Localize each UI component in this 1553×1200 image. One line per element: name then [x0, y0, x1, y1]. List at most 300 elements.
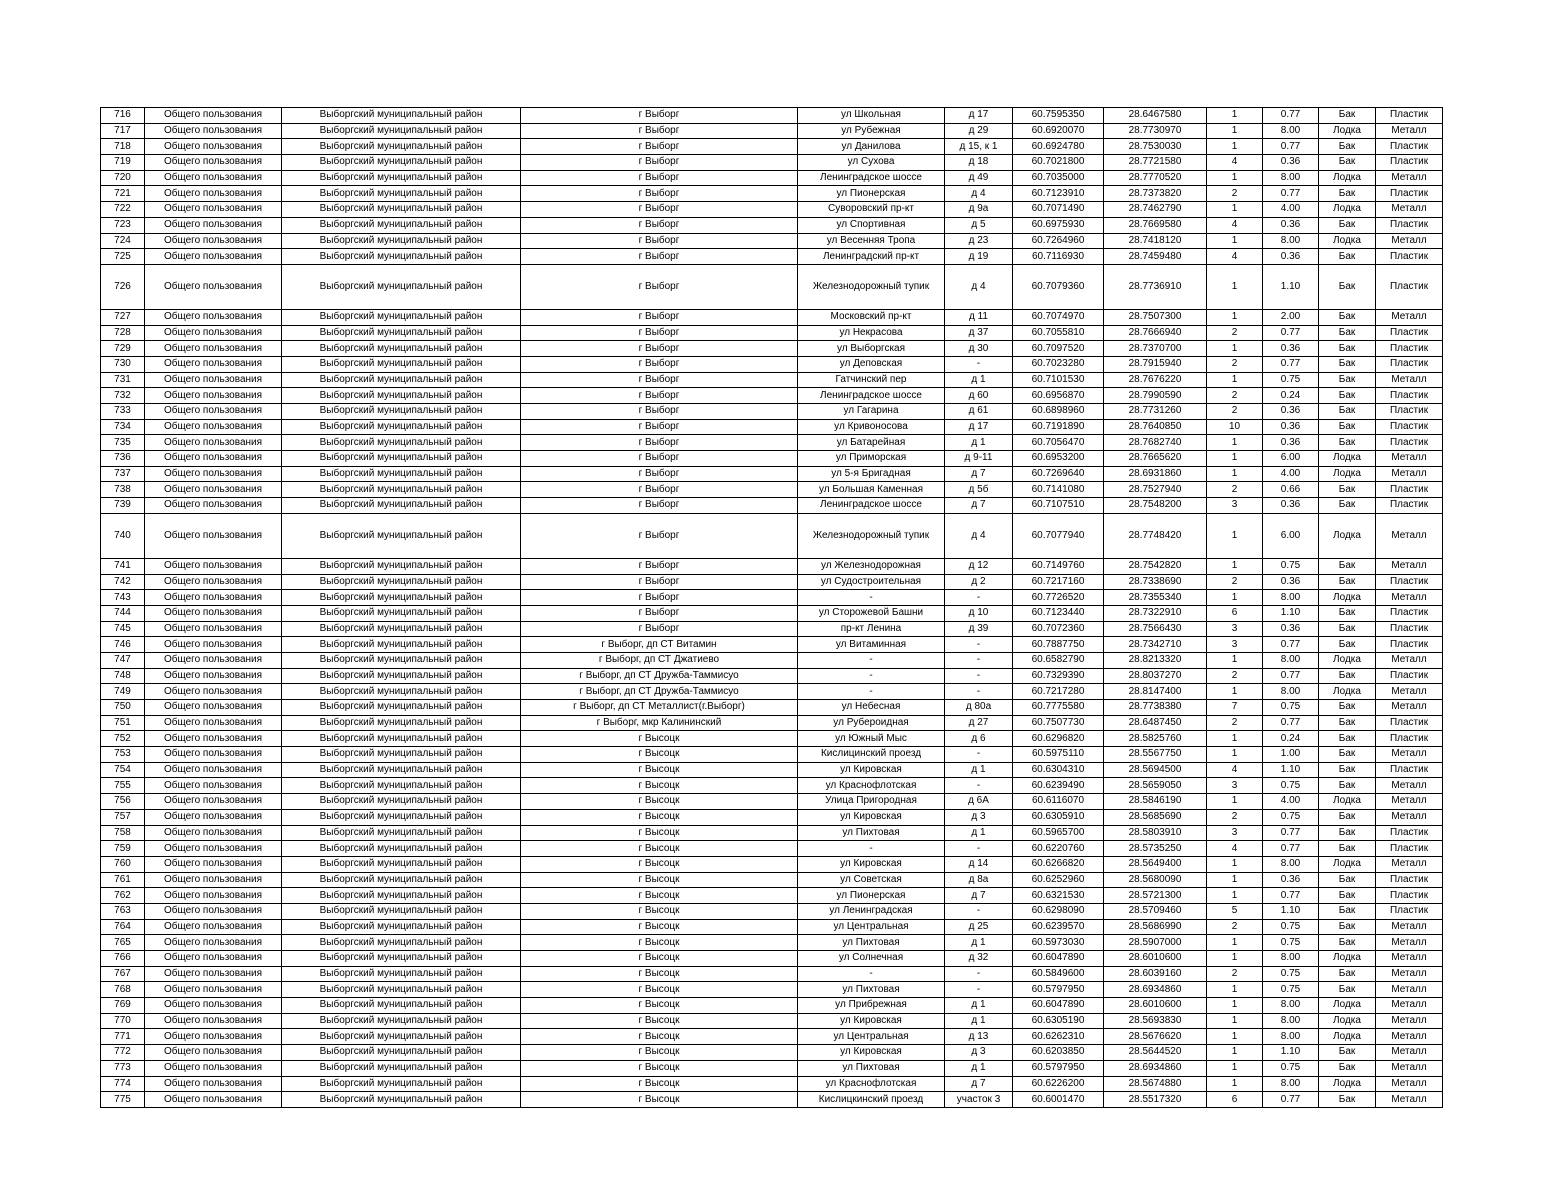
- row-number-cell: 748: [101, 668, 145, 684]
- house-cell: д 5: [945, 217, 1013, 233]
- district-cell: Выборгский муниципальный район: [282, 856, 521, 872]
- row-number-cell: 722: [101, 202, 145, 218]
- district-cell: Выборгский муниципальный район: [282, 108, 521, 124]
- container-count-cell: 5: [1207, 903, 1263, 919]
- volume-cell: 2.00: [1263, 309, 1319, 325]
- longitude-cell: 28.5803910: [1104, 825, 1207, 841]
- district-cell: Выборгский муниципальный район: [282, 186, 521, 202]
- volume-cell: 0.36: [1263, 419, 1319, 435]
- row-number-cell: 742: [101, 574, 145, 590]
- table-row: [101, 794, 1443, 810]
- table-row: [101, 558, 1443, 574]
- house-cell: д 5б: [945, 482, 1013, 498]
- longitude-cell: 28.7915940: [1104, 356, 1207, 372]
- latitude-cell: 60.7071490: [1013, 202, 1104, 218]
- material-cell: Металл: [1376, 170, 1443, 186]
- district-cell: Выборгский муниципальный район: [282, 762, 521, 778]
- house-cell: д 10: [945, 605, 1013, 621]
- latitude-cell: 60.6047890: [1013, 998, 1104, 1014]
- row-number-cell: 771: [101, 1029, 145, 1045]
- volume-cell: 0.66: [1263, 482, 1319, 498]
- row-number-cell: 758: [101, 825, 145, 841]
- table-row: [101, 186, 1443, 202]
- container-type-cell: Бак: [1319, 435, 1376, 451]
- street-cell: Кислицкинский проезд: [798, 1092, 945, 1108]
- volume-cell: 6.00: [1263, 451, 1319, 467]
- district-cell: Выборгский муниципальный район: [282, 513, 521, 558]
- usage-type-cell: Общего пользования: [145, 249, 282, 265]
- table-row: [101, 574, 1443, 590]
- latitude-cell: 60.6296820: [1013, 731, 1104, 747]
- latitude-cell: 60.6226200: [1013, 1076, 1104, 1092]
- house-cell: -: [945, 841, 1013, 857]
- latitude-cell: 60.7021800: [1013, 155, 1104, 171]
- volume-cell: 0.36: [1263, 155, 1319, 171]
- container-count-cell: 2: [1207, 325, 1263, 341]
- container-count-cell: 3: [1207, 637, 1263, 653]
- street-cell: -: [798, 684, 945, 700]
- latitude-cell: 60.7116930: [1013, 249, 1104, 265]
- volume-cell: 0.75: [1263, 919, 1319, 935]
- usage-type-cell: Общего пользования: [145, 872, 282, 888]
- table-row: [101, 778, 1443, 794]
- volume-cell: 0.77: [1263, 186, 1319, 202]
- district-cell: Выборгский муниципальный район: [282, 170, 521, 186]
- settlement-cell: г Высоцк: [521, 794, 798, 810]
- usage-type-cell: Общего пользования: [145, 498, 282, 514]
- house-cell: -: [945, 903, 1013, 919]
- district-cell: Выборгский муниципальный район: [282, 872, 521, 888]
- volume-cell: 0.77: [1263, 108, 1319, 124]
- table-row: [101, 372, 1443, 388]
- volume-cell: 4.00: [1263, 202, 1319, 218]
- table-row: [101, 1013, 1443, 1029]
- house-cell: д 32: [945, 951, 1013, 967]
- material-cell: Металл: [1376, 309, 1443, 325]
- house-cell: д 4: [945, 264, 1013, 309]
- house-cell: д 61: [945, 404, 1013, 420]
- street-cell: ул Некрасова: [798, 325, 945, 341]
- table-row: [101, 435, 1443, 451]
- settlement-cell: г Выборг: [521, 123, 798, 139]
- house-cell: д 1: [945, 1060, 1013, 1076]
- latitude-cell: 60.7149760: [1013, 558, 1104, 574]
- district-cell: Выборгский муниципальный район: [282, 202, 521, 218]
- container-type-cell: Бак: [1319, 108, 1376, 124]
- street-cell: Ленинградское шоссе: [798, 498, 945, 514]
- volume-cell: 0.36: [1263, 249, 1319, 265]
- row-number-cell: 755: [101, 778, 145, 794]
- row-number-cell: 754: [101, 762, 145, 778]
- row-number-cell: 719: [101, 155, 145, 171]
- material-cell: Металл: [1376, 372, 1443, 388]
- district-cell: Выборгский муниципальный район: [282, 966, 521, 982]
- street-cell: ул Кировская: [798, 809, 945, 825]
- table-row: [101, 325, 1443, 341]
- volume-cell: 8.00: [1263, 998, 1319, 1014]
- material-cell: Пластик: [1376, 325, 1443, 341]
- material-cell: Пластик: [1376, 715, 1443, 731]
- house-cell: д 49: [945, 170, 1013, 186]
- usage-type-cell: Общего пользования: [145, 809, 282, 825]
- usage-type-cell: Общего пользования: [145, 202, 282, 218]
- container-count-cell: 1: [1207, 1029, 1263, 1045]
- street-cell: Суворовский пр-кт: [798, 202, 945, 218]
- house-cell: д 9-11: [945, 451, 1013, 467]
- house-cell: д 7: [945, 498, 1013, 514]
- house-cell: д 15, к 1: [945, 139, 1013, 155]
- container-type-cell: Лодка: [1319, 684, 1376, 700]
- longitude-cell: 28.7527940: [1104, 482, 1207, 498]
- district-cell: Выборгский муниципальный район: [282, 123, 521, 139]
- longitude-cell: 28.5567750: [1104, 747, 1207, 763]
- volume-cell: 0.75: [1263, 778, 1319, 794]
- district-cell: Выборгский муниципальный район: [282, 155, 521, 171]
- material-cell: Пластик: [1376, 435, 1443, 451]
- data-table: [100, 107, 1443, 1108]
- container-type-cell: Бак: [1319, 482, 1376, 498]
- volume-cell: 0.36: [1263, 341, 1319, 357]
- usage-type-cell: Общего пользования: [145, 264, 282, 309]
- usage-type-cell: Общего пользования: [145, 233, 282, 249]
- settlement-cell: г Выборг: [521, 264, 798, 309]
- latitude-cell: 60.5973030: [1013, 935, 1104, 951]
- material-cell: Пластик: [1376, 668, 1443, 684]
- house-cell: -: [945, 684, 1013, 700]
- table-row: [101, 637, 1443, 653]
- street-cell: ул Кировская: [798, 856, 945, 872]
- table-row: [101, 1045, 1443, 1061]
- street-cell: Железнодорожный тупик: [798, 264, 945, 309]
- district-cell: Выборгский муниципальный район: [282, 419, 521, 435]
- settlement-cell: г Выборг: [521, 108, 798, 124]
- settlement-cell: г Высоцк: [521, 747, 798, 763]
- street-cell: Ленинградское шоссе: [798, 170, 945, 186]
- table-row: [101, 513, 1443, 558]
- settlement-cell: г Выборг: [521, 217, 798, 233]
- usage-type-cell: Общего пользования: [145, 388, 282, 404]
- usage-type-cell: Общего пользования: [145, 356, 282, 372]
- longitude-cell: 28.5676620: [1104, 1029, 1207, 1045]
- latitude-cell: 60.7056470: [1013, 435, 1104, 451]
- row-number-cell: 732: [101, 388, 145, 404]
- latitude-cell: 60.7191890: [1013, 419, 1104, 435]
- street-cell: ул Пионерская: [798, 888, 945, 904]
- longitude-cell: 28.5674880: [1104, 1076, 1207, 1092]
- longitude-cell: 28.5735250: [1104, 841, 1207, 857]
- settlement-cell: г Выборг: [521, 139, 798, 155]
- table-row: [101, 419, 1443, 435]
- usage-type-cell: Общего пользования: [145, 888, 282, 904]
- row-number-cell: 737: [101, 466, 145, 482]
- container-type-cell: Лодка: [1319, 123, 1376, 139]
- material-cell: Металл: [1376, 951, 1443, 967]
- volume-cell: 1.10: [1263, 903, 1319, 919]
- material-cell: Металл: [1376, 809, 1443, 825]
- container-type-cell: Бак: [1319, 372, 1376, 388]
- row-number-cell: 751: [101, 715, 145, 731]
- district-cell: Выборгский муниципальный район: [282, 982, 521, 998]
- volume-cell: 0.75: [1263, 982, 1319, 998]
- volume-cell: 1.10: [1263, 605, 1319, 621]
- district-cell: Выборгский муниципальный район: [282, 1076, 521, 1092]
- street-cell: Кислицинский проезд: [798, 747, 945, 763]
- house-cell: д 30: [945, 341, 1013, 357]
- container-type-cell: Бак: [1319, 966, 1376, 982]
- district-cell: Выборгский муниципальный район: [282, 825, 521, 841]
- district-cell: Выборгский муниципальный район: [282, 841, 521, 857]
- container-count-cell: 1: [1207, 1013, 1263, 1029]
- longitude-cell: 28.5680090: [1104, 872, 1207, 888]
- house-cell: д 18: [945, 155, 1013, 171]
- row-number-cell: 765: [101, 935, 145, 951]
- house-cell: -: [945, 637, 1013, 653]
- longitude-cell: 28.7770520: [1104, 170, 1207, 186]
- material-cell: Металл: [1376, 1029, 1443, 1045]
- district-cell: Выборгский муниципальный район: [282, 919, 521, 935]
- table-row: [101, 919, 1443, 935]
- street-cell: ул Судостроительная: [798, 574, 945, 590]
- row-number-cell: 753: [101, 747, 145, 763]
- volume-cell: 0.36: [1263, 217, 1319, 233]
- container-count-cell: 3: [1207, 621, 1263, 637]
- table-row: [101, 700, 1443, 716]
- row-number-cell: 770: [101, 1013, 145, 1029]
- row-number-cell: 750: [101, 700, 145, 716]
- latitude-cell: 60.7141080: [1013, 482, 1104, 498]
- volume-cell: 8.00: [1263, 652, 1319, 668]
- district-cell: Выборгский муниципальный район: [282, 388, 521, 404]
- usage-type-cell: Общего пользования: [145, 513, 282, 558]
- street-cell: ул Гагарина: [798, 404, 945, 420]
- container-type-cell: Бак: [1319, 356, 1376, 372]
- table-row: [101, 668, 1443, 684]
- container-count-cell: 1: [1207, 435, 1263, 451]
- street-cell: ул Краснофлотская: [798, 778, 945, 794]
- longitude-cell: 28.5693830: [1104, 1013, 1207, 1029]
- container-count-cell: 1: [1207, 872, 1263, 888]
- latitude-cell: 60.6239490: [1013, 778, 1104, 794]
- longitude-cell: 28.7322910: [1104, 605, 1207, 621]
- row-number-cell: 759: [101, 841, 145, 857]
- street-cell: ул Пионерская: [798, 186, 945, 202]
- longitude-cell: 28.6467580: [1104, 108, 1207, 124]
- longitude-cell: 28.5649400: [1104, 856, 1207, 872]
- longitude-cell: 28.6931860: [1104, 466, 1207, 482]
- row-number-cell: 774: [101, 1076, 145, 1092]
- volume-cell: 0.24: [1263, 731, 1319, 747]
- container-type-cell: Бак: [1319, 419, 1376, 435]
- district-cell: Выборгский муниципальный район: [282, 139, 521, 155]
- container-count-cell: 1: [1207, 856, 1263, 872]
- latitude-cell: 60.7329390: [1013, 668, 1104, 684]
- district-cell: Выборгский муниципальный район: [282, 652, 521, 668]
- row-number-cell: 724: [101, 233, 145, 249]
- container-type-cell: Бак: [1319, 841, 1376, 857]
- usage-type-cell: Общего пользования: [145, 217, 282, 233]
- material-cell: Металл: [1376, 700, 1443, 716]
- table-row: [101, 123, 1443, 139]
- table-row: [101, 684, 1443, 700]
- usage-type-cell: Общего пользования: [145, 825, 282, 841]
- row-number-cell: 726: [101, 264, 145, 309]
- container-count-cell: 1: [1207, 935, 1263, 951]
- street-cell: -: [798, 841, 945, 857]
- container-type-cell: Бак: [1319, 1092, 1376, 1108]
- latitude-cell: 60.7107510: [1013, 498, 1104, 514]
- container-type-cell: Бак: [1319, 605, 1376, 621]
- usage-type-cell: Общего пользования: [145, 998, 282, 1014]
- longitude-cell: 28.7459480: [1104, 249, 1207, 265]
- settlement-cell: г Высоцк: [521, 856, 798, 872]
- usage-type-cell: Общего пользования: [145, 966, 282, 982]
- settlement-cell: г Выборг: [521, 574, 798, 590]
- house-cell: д 7: [945, 1076, 1013, 1092]
- row-number-cell: 728: [101, 325, 145, 341]
- house-cell: д 1: [945, 935, 1013, 951]
- container-type-cell: Бак: [1319, 700, 1376, 716]
- longitude-cell: 28.6487450: [1104, 715, 1207, 731]
- usage-type-cell: Общего пользования: [145, 186, 282, 202]
- material-cell: Металл: [1376, 778, 1443, 794]
- latitude-cell: 60.7595350: [1013, 108, 1104, 124]
- volume-cell: 0.36: [1263, 574, 1319, 590]
- latitude-cell: 60.7507730: [1013, 715, 1104, 731]
- longitude-cell: 28.6039160: [1104, 966, 1207, 982]
- container-type-cell: Бак: [1319, 935, 1376, 951]
- container-count-cell: 1: [1207, 794, 1263, 810]
- house-cell: д 11: [945, 309, 1013, 325]
- latitude-cell: 60.6321530: [1013, 888, 1104, 904]
- latitude-cell: 60.7097520: [1013, 341, 1104, 357]
- settlement-cell: г Высоцк: [521, 809, 798, 825]
- house-cell: д 29: [945, 123, 1013, 139]
- usage-type-cell: Общего пользования: [145, 935, 282, 951]
- settlement-cell: г Выборг, дп СТ Дружба-Таммисуо: [521, 668, 798, 684]
- container-count-cell: 2: [1207, 668, 1263, 684]
- longitude-cell: 28.7548200: [1104, 498, 1207, 514]
- usage-type-cell: Общего пользования: [145, 605, 282, 621]
- longitude-cell: 28.7990590: [1104, 388, 1207, 404]
- table-row: [101, 747, 1443, 763]
- street-cell: ул Кировская: [798, 1013, 945, 1029]
- longitude-cell: 28.8147400: [1104, 684, 1207, 700]
- row-number-cell: 768: [101, 982, 145, 998]
- longitude-cell: 28.7669580: [1104, 217, 1207, 233]
- street-cell: Улица Пригородная: [798, 794, 945, 810]
- row-number-cell: 757: [101, 809, 145, 825]
- container-count-cell: 1: [1207, 590, 1263, 606]
- container-type-cell: Бак: [1319, 1045, 1376, 1061]
- district-cell: Выборгский муниципальный район: [282, 684, 521, 700]
- row-number-cell: 738: [101, 482, 145, 498]
- settlement-cell: г Высоцк: [521, 1045, 798, 1061]
- settlement-cell: г Выборг: [521, 590, 798, 606]
- material-cell: Пластик: [1376, 498, 1443, 514]
- material-cell: Металл: [1376, 935, 1443, 951]
- row-number-cell: 764: [101, 919, 145, 935]
- row-number-cell: 735: [101, 435, 145, 451]
- district-cell: Выборгский муниципальный район: [282, 558, 521, 574]
- house-cell: -: [945, 668, 1013, 684]
- district-cell: Выборгский муниципальный район: [282, 1029, 521, 1045]
- volume-cell: 1.10: [1263, 1045, 1319, 1061]
- row-number-cell: 760: [101, 856, 145, 872]
- volume-cell: 8.00: [1263, 590, 1319, 606]
- row-number-cell: 734: [101, 419, 145, 435]
- longitude-cell: 28.5694500: [1104, 762, 1207, 778]
- usage-type-cell: Общего пользования: [145, 1076, 282, 1092]
- container-type-cell: Бак: [1319, 341, 1376, 357]
- container-type-cell: Лодка: [1319, 652, 1376, 668]
- house-cell: д 1: [945, 372, 1013, 388]
- latitude-cell: 60.7079360: [1013, 264, 1104, 309]
- container-count-cell: 1: [1207, 202, 1263, 218]
- district-cell: Выборгский муниципальный район: [282, 264, 521, 309]
- container-type-cell: Бак: [1319, 825, 1376, 841]
- usage-type-cell: Общего пользования: [145, 466, 282, 482]
- usage-type-cell: Общего пользования: [145, 856, 282, 872]
- container-type-cell: Бак: [1319, 903, 1376, 919]
- volume-cell: 0.77: [1263, 325, 1319, 341]
- container-count-cell: 1: [1207, 341, 1263, 357]
- material-cell: Металл: [1376, 451, 1443, 467]
- district-cell: Выборгский муниципальный район: [282, 700, 521, 716]
- longitude-cell: 28.6010600: [1104, 951, 1207, 967]
- material-cell: Пластик: [1376, 872, 1443, 888]
- table-row: [101, 621, 1443, 637]
- latitude-cell: 60.6262310: [1013, 1029, 1104, 1045]
- longitude-cell: 28.7507300: [1104, 309, 1207, 325]
- row-number-cell: 740: [101, 513, 145, 558]
- settlement-cell: г Высоцк: [521, 888, 798, 904]
- district-cell: Выборгский муниципальный район: [282, 451, 521, 467]
- usage-type-cell: Общего пользования: [145, 123, 282, 139]
- latitude-cell: 60.7264960: [1013, 233, 1104, 249]
- longitude-cell: 28.7682740: [1104, 435, 1207, 451]
- settlement-cell: г Высоцк: [521, 841, 798, 857]
- settlement-cell: г Выборг: [521, 202, 798, 218]
- usage-type-cell: Общего пользования: [145, 637, 282, 653]
- settlement-cell: г Выборг: [521, 356, 798, 372]
- container-count-cell: 1: [1207, 1076, 1263, 1092]
- usage-type-cell: Общего пользования: [145, 684, 282, 700]
- container-count-cell: 4: [1207, 217, 1263, 233]
- district-cell: Выборгский муниципальный район: [282, 621, 521, 637]
- material-cell: Пластик: [1376, 574, 1443, 590]
- house-cell: д 1: [945, 1013, 1013, 1029]
- longitude-cell: 28.7462790: [1104, 202, 1207, 218]
- usage-type-cell: Общего пользования: [145, 919, 282, 935]
- material-cell: Металл: [1376, 684, 1443, 700]
- usage-type-cell: Общего пользования: [145, 1060, 282, 1076]
- container-count-cell: 1: [1207, 747, 1263, 763]
- container-type-cell: Лодка: [1319, 590, 1376, 606]
- house-cell: д 8а: [945, 872, 1013, 888]
- volume-cell: 8.00: [1263, 1076, 1319, 1092]
- container-count-cell: 1: [1207, 372, 1263, 388]
- volume-cell: 0.36: [1263, 872, 1319, 888]
- settlement-cell: г Высоцк: [521, 1029, 798, 1045]
- table-row: [101, 249, 1443, 265]
- table-row: [101, 482, 1443, 498]
- material-cell: Пластик: [1376, 155, 1443, 171]
- material-cell: Металл: [1376, 1092, 1443, 1108]
- table-row: [101, 1029, 1443, 1045]
- row-number-cell: 772: [101, 1045, 145, 1061]
- container-type-cell: Лодка: [1319, 1029, 1376, 1045]
- container-type-cell: Бак: [1319, 621, 1376, 637]
